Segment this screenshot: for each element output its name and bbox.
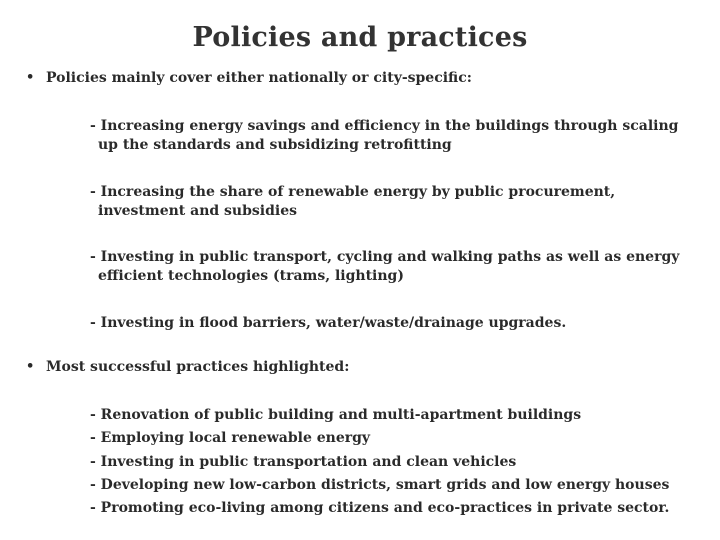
list-item: - Developing new low-carbon districts, smart grids and low energy houses <box>90 476 670 493</box>
policy-item-transport <box>90 248 690 286</box>
policy-item-buildings <box>90 117 690 155</box>
policy-item-line: up the standards and subsidizing retrofitting <box>98 137 452 153</box>
policy-item-line: - Increasing the share of renewable energy by public procurement, <box>90 184 616 200</box>
policy-item-line: - Increasing energy savings and efficiency in the buildings through scaling <box>90 118 679 134</box>
bullet-dot-icon: • <box>26 359 35 374</box>
list-item: - Promoting eco-living among citizens and eco-practices in private sector. <box>90 500 670 517</box>
policy-item-line: - Investing in public transport, cycling and walking paths as well as energy <box>90 249 680 265</box>
policy-item-line: investment and subsidies <box>98 203 297 219</box>
bullet-dot-icon: • <box>26 70 35 85</box>
policy-item-renewables <box>90 183 690 221</box>
policy-item-line: efficient technologies (trams, lighting) <box>98 268 404 284</box>
bullet-text: Policies mainly cover either nationally or city-specific: <box>46 70 472 86</box>
practices-list <box>90 404 669 520</box>
list-item: - Employing local renewable energy <box>90 430 371 447</box>
policy-item-line: - Investing in flood barriers, water/waste/drainage upgrades. <box>90 315 567 331</box>
list-item: - Renovation of public building and multi-apartment buildings <box>90 407 582 423</box>
policy-item-flood <box>90 314 690 333</box>
bullet-text: Most successful practices highlighted: <box>46 359 350 375</box>
slide-title: Policies and practices <box>192 22 528 53</box>
list-item: - Investing in public transportation and clean vehicles <box>90 453 517 470</box>
